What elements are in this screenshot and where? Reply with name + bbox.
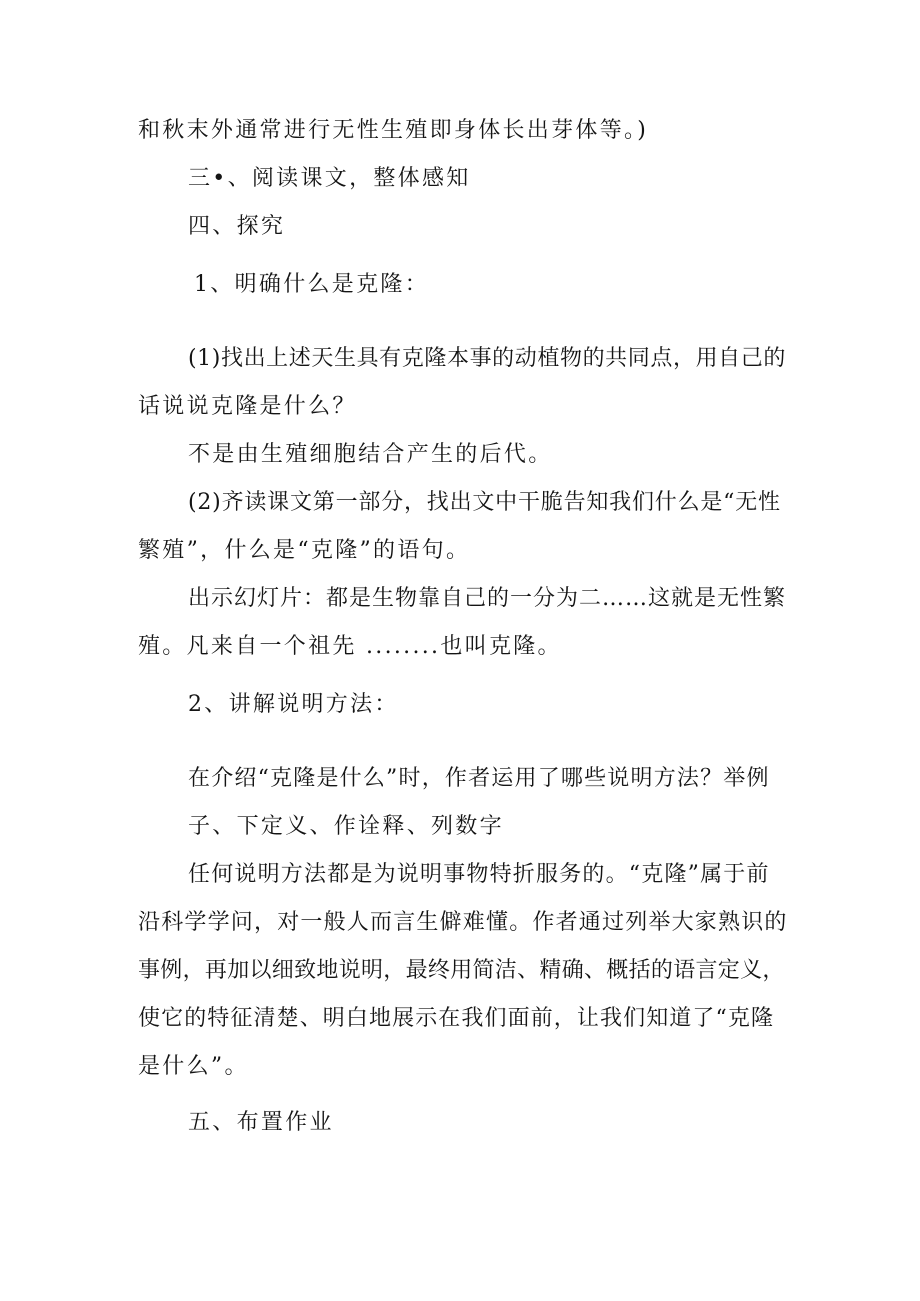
text-line: 沿科学学问，对一般人而言生僻难懂。作者通过列举大家熟识的	[138, 910, 788, 935]
text-line: 话说说克隆是什么？	[138, 394, 357, 419]
text-line: (1)找出上述天生具有克隆本事的动植物的共同点，用自己的	[188, 346, 786, 371]
text-line: 殖。凡来自一个祖先 ........也叫克隆。	[138, 634, 562, 659]
text-line: 繁殖”，什么是“克隆”的语句。	[138, 538, 471, 563]
subsection-heading: 2、讲解说明方法：	[188, 692, 399, 717]
text-line: 是什么”。	[138, 1054, 249, 1079]
section-heading: 四、探究	[188, 214, 286, 239]
text-line: 和秋末外通常进行无性生殖即身体长出芽体等。)	[138, 118, 649, 143]
text-line: (2)齐读课文第一部分，找出文中干脆告知我们什么是“无性	[188, 490, 781, 515]
text-line: 在介绍“克隆是什么”时，作者运用了哪些说明方法？举例	[188, 766, 770, 791]
section-heading: 五、布置作业	[188, 1110, 334, 1135]
subsection-heading: 1、明确什么是克隆：	[194, 272, 429, 297]
text-line: 不是由生殖细胞结合产生的后代。	[188, 442, 553, 467]
section-heading: 三•、阅读课文，整体感知	[188, 166, 471, 191]
text-line: 出示幻灯片：都是生物靠自己的一分为二……这就是无性繁	[188, 586, 787, 611]
text-line: 使它的特征清楚、明白地展示在我们面前，让我们知道了“克隆	[138, 1006, 775, 1031]
text-line: 子、下定义、作诠释、列数字	[188, 814, 504, 839]
text-line: 任何说明方法都是为说明事物特折服务的。“克隆”属于前	[188, 862, 770, 887]
text-line: 事例，再加以细致地说明，最终用简洁、精确、概括的语言定义，	[138, 958, 785, 983]
